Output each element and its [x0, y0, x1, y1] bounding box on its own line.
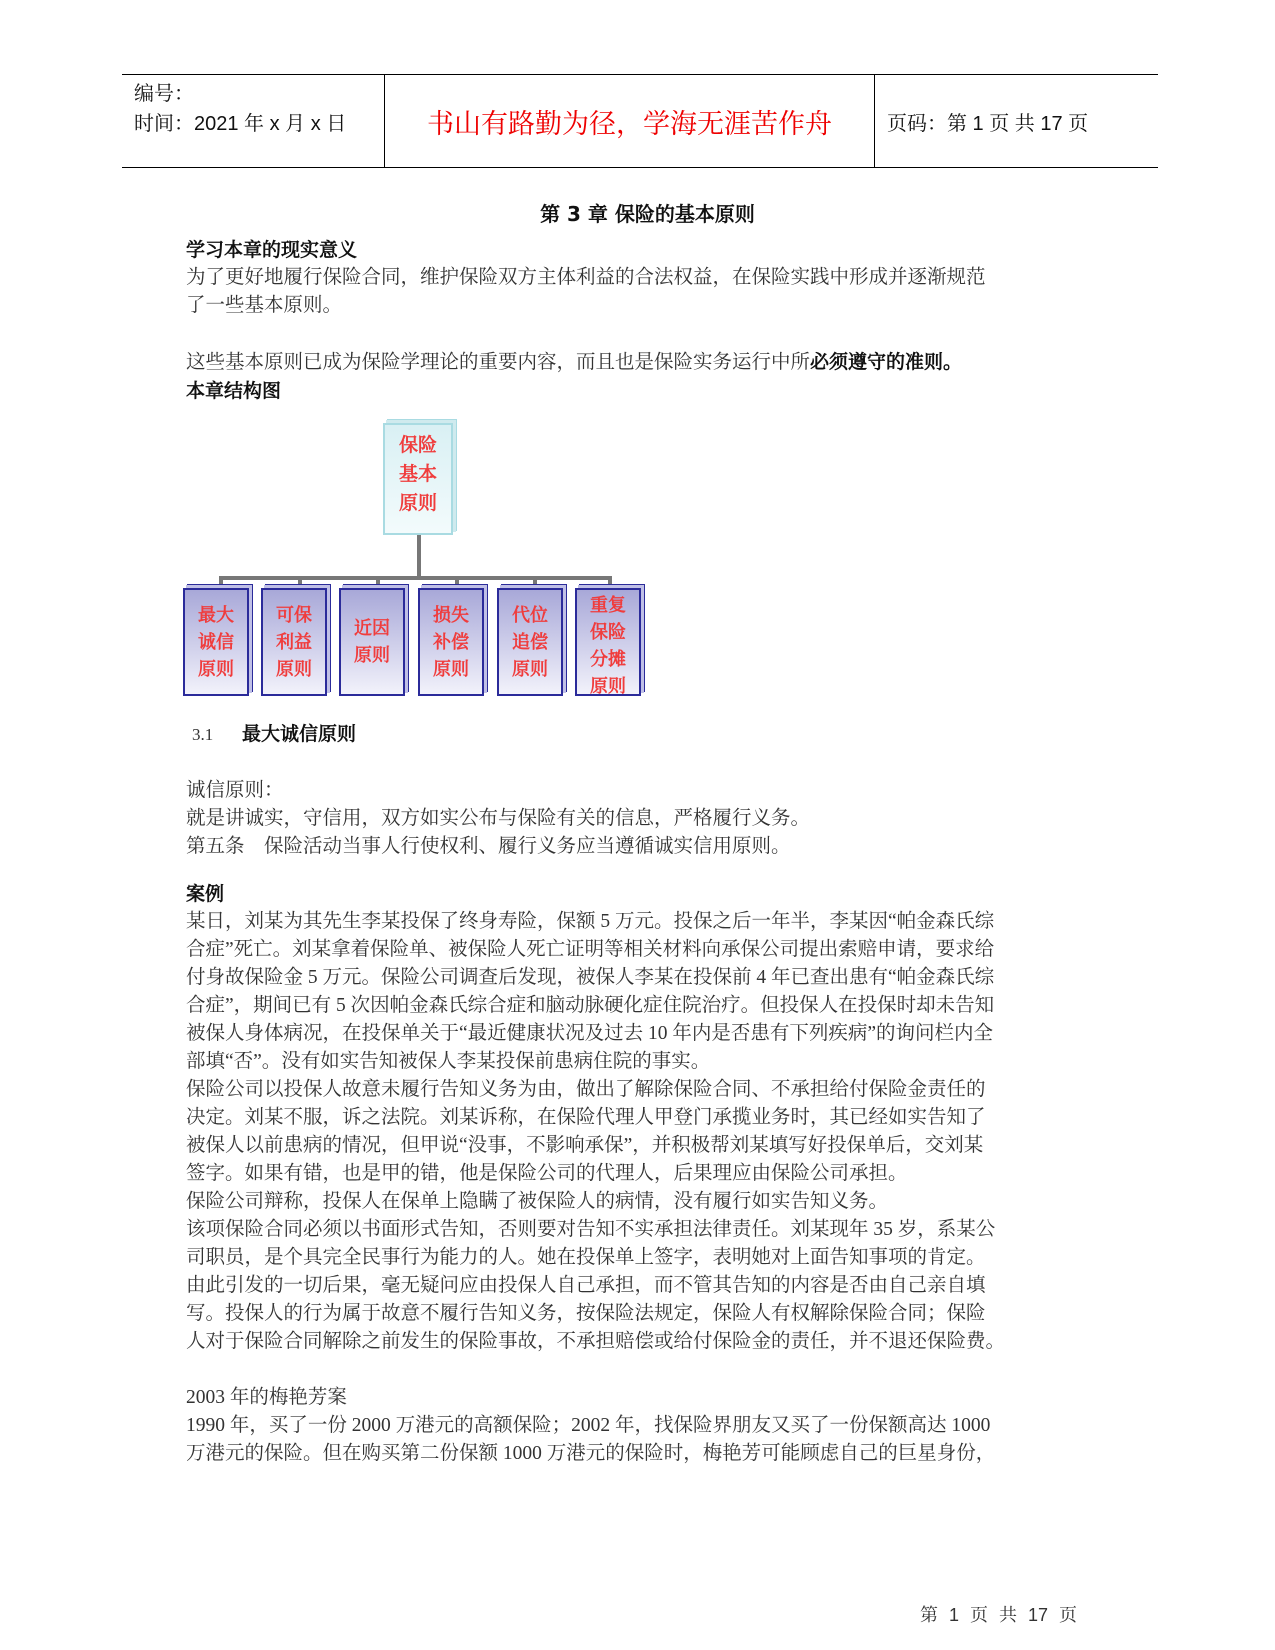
case-line: 合症”，期间已有 5 次因帕金森氏综合症和脑动脉硬化症住院治疗。但投保人在投保时却未告知: [186, 995, 995, 1016]
intro-paragraph-line: 了一些基本原则。: [186, 295, 343, 316]
header-meta-cell: [122, 75, 385, 167]
node-line: 补偿: [433, 631, 469, 653]
section-line: 就是讲诚实，守信用，双方如实公布与保险有关的信息，严格履行义务。: [186, 808, 811, 829]
structure-heading: 本章结构图: [186, 380, 282, 402]
diagram-root-node: [383, 423, 453, 535]
section-line: 第五条 保险活动当事人行使权利、履行义务应当遵循诚实信用原则。: [186, 836, 791, 857]
node-line: 最大: [198, 604, 234, 626]
root-line: 基本: [398, 463, 437, 485]
case-line: 人对于保险合同解除之前发生的保险事故，不承担赔偿或给付保险金的责任，并不退还保险费。: [186, 1331, 1006, 1352]
case-line: 由此引发的一切后果，毫无疑问应由投保人自己承担，而不管其告知的内容是否由自己亲自填: [186, 1275, 986, 1296]
case-line: 写。投保人的行为属于故意不履行告知义务，按保险法规定，保险人有权解除保险合同；保险: [186, 1303, 986, 1324]
case-line: 某日，刘某为其先生李某投保了终身寿险，保额 5 万元。投保之后一年半，李某因“帕金森氏综: [186, 911, 995, 932]
section-title: 最大诚信原则: [242, 723, 357, 745]
document-header: [122, 74, 1158, 168]
node-line: 原则: [276, 658, 312, 680]
diagram-connector-drop: [533, 576, 537, 588]
diagram-node-utmost-good-faith: [183, 588, 249, 696]
chapter-title: 第 3 章 保险的基本原则: [540, 202, 755, 226]
intro-paragraph-line: 为了更好地履行保险合同，维护保险双方主体利益的合法权益，在保险实践中形成并逐渐规范: [186, 267, 986, 288]
case-line: 该项保险合同必须以书面形式告知，否则要对告知不实承担法律责任。刘某现年 35 岁，系某公: [186, 1219, 996, 1240]
diagram-connector-bar: [219, 576, 612, 580]
node-line: 原则: [433, 658, 469, 680]
node-line: 近因: [354, 618, 390, 639]
node-line: 利益: [276, 631, 312, 653]
node-line: 原则: [590, 676, 626, 696]
case2-line: 万港元的保险。但在购买第二份保额 1000 万港元的保险时，梅艳芳可能顾虑自己的巨星身份，: [186, 1443, 996, 1464]
case-line: 保险公司以投保人故意未履行告知义务为由，做出了解除保险合同、不承担给付保险金责任的: [186, 1079, 986, 1100]
case-line: 部填“否”。没有如实告知被保人李某投保前患病住院的事实。: [186, 1051, 711, 1072]
case2-line: 1990 年，买了一份 2000 万港元的高额保险；2002 年，找保险界朋友又买了一份保额高达 1000: [186, 1415, 991, 1436]
case2-title: 2003 年的梅艳芳案: [186, 1387, 347, 1408]
node-line: 原则: [512, 658, 548, 680]
diagram-node-subrogation: [497, 588, 563, 696]
structure-diagram: [183, 420, 653, 700]
case-line: 决定。刘某不服，诉之法院。刘某诉称，在保险代理人甲登门承揽业务时，其已经如实告知了: [186, 1107, 986, 1128]
node-line: 诚信: [198, 631, 234, 653]
node-line: 损失: [433, 604, 469, 626]
node-line: 原则: [198, 658, 234, 680]
section-line: 诚信原则：: [186, 780, 284, 801]
header-motto: 书山有路勤为径，学海无涯苦作舟: [385, 75, 875, 167]
header-page-label: 页码：第 1 页 共 17 页: [887, 112, 1089, 135]
diagram-connector-drop: [298, 576, 302, 588]
node-line: 重复: [590, 595, 626, 616]
case-line: 司职员，是个具完全民事行为能力的人。她在投保单上签字，表明她对上面告知事项的肯定。: [186, 1247, 986, 1268]
case-line: 被保人身体病况，在投保单关于“最近健康状况及过去 10 年内是否患有下列疾病”的询问栏内全: [186, 1023, 994, 1044]
intro-para2-normal: 这些基本原则已成为保险学理论的重要内容，而且也是保险实务运行中所: [186, 352, 811, 373]
number-label: 编号：: [134, 83, 194, 105]
section-heading: [186, 720, 1086, 749]
node-line: 可保: [276, 604, 312, 626]
case-line: 合症”死亡。刘某拿着保险单、被保险人死亡证明等相关材料向承保公司提出索赔申请，要求给: [186, 939, 995, 960]
node-line: 代位: [512, 604, 548, 626]
intro-section: [186, 236, 1086, 405]
node-line: 原则: [354, 645, 390, 666]
diagram-node-proximate-cause: [339, 588, 405, 696]
case-line: 保险公司辩称，投保人在保单上隐瞒了被保险人的病情，没有履行如实告知义务。: [186, 1191, 889, 1212]
root-line: 保险: [398, 434, 437, 456]
page-footer: 第 1 页 共 17 页: [920, 1605, 1078, 1625]
root-line: 原则: [398, 492, 437, 514]
case2-section: [186, 1384, 1086, 1468]
diagram-connector-drop: [219, 576, 223, 588]
case-line: 付身故保险金 5 万元。保险公司调查后发现，被保人李某在投保前 4 年已查出患有“帕金森氏综: [186, 967, 995, 988]
node-line: 分摊: [590, 649, 626, 670]
diagram-node-contribution: [575, 588, 641, 696]
intro-heading: 学习本章的现实意义: [186, 239, 358, 261]
diagram-connector-drop: [455, 576, 459, 588]
node-line: 追偿: [512, 631, 548, 653]
case-heading: 案例: [186, 883, 225, 905]
diagram-connector-stem: [417, 535, 421, 579]
section-3-1: [186, 720, 1086, 861]
node-line: 保险: [590, 622, 626, 643]
section-number: 3.1: [192, 725, 214, 744]
date-label: 时间：2021 年 x 月 x 日: [134, 113, 347, 135]
diagram-connector-drop: [608, 576, 612, 588]
intro-para2-bold: 必须遵守的准则。: [810, 351, 963, 373]
case-line: 被保人以前患病的情况，但甲说“没事，不影响承保”，并积极帮刘某填写好投保单后，交刘某: [186, 1135, 984, 1156]
case-line: 签字。如果有错，也是甲的错，他是保险公司的代理人，后果理应由保险公司承担。: [186, 1163, 908, 1184]
case-section: [186, 880, 1086, 1356]
diagram-node-indemnity: [418, 588, 484, 696]
intro-paragraph-2: [186, 348, 1086, 377]
diagram-connector-drop: [376, 576, 380, 588]
diagram-node-insurable-interest: [261, 588, 327, 696]
